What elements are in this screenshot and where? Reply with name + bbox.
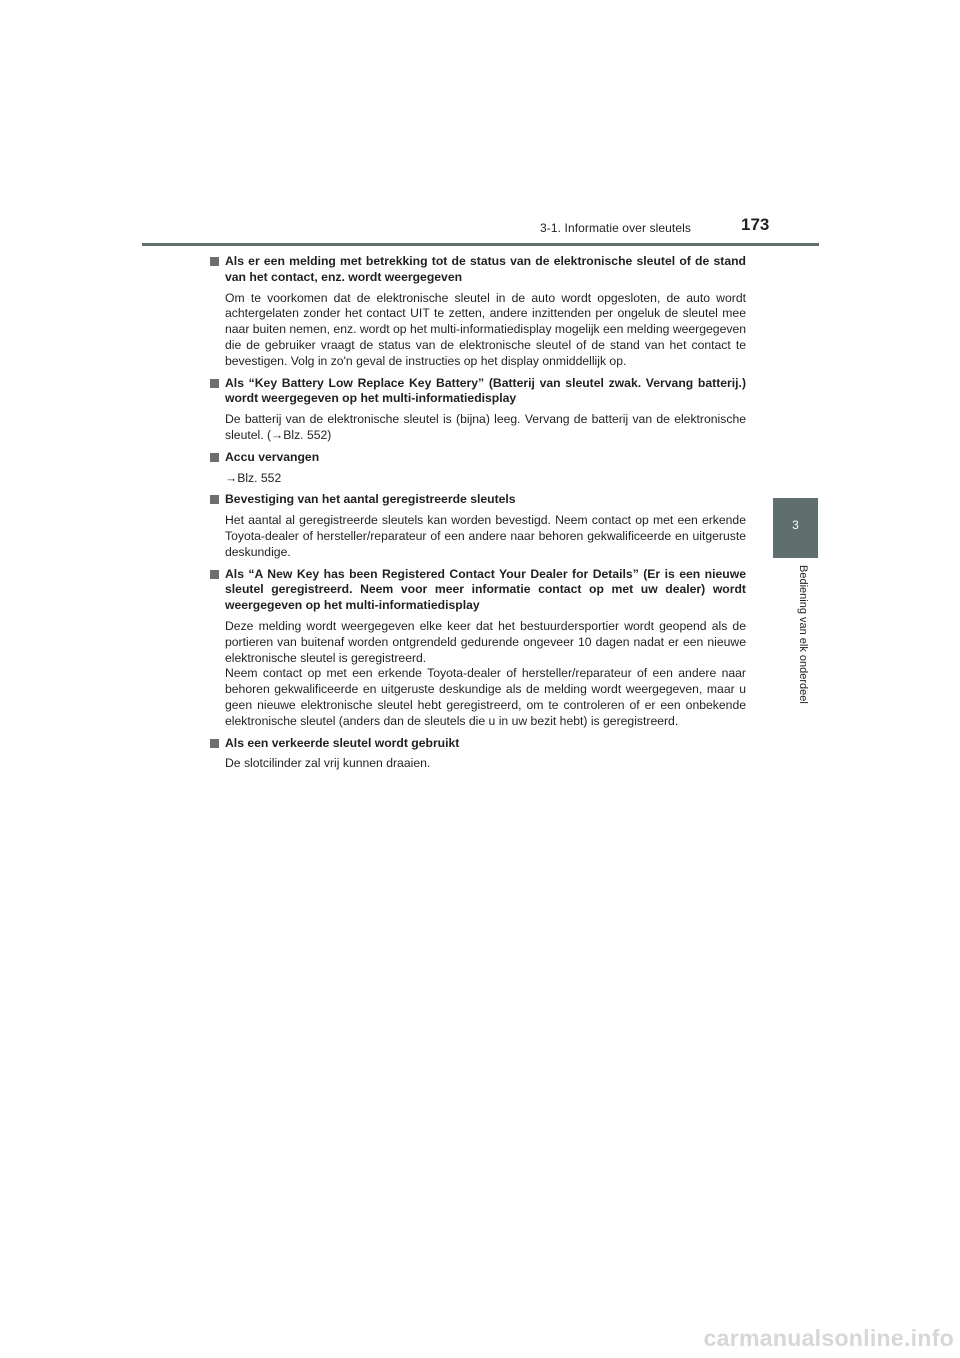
watermark: carmanualsonline.info	[703, 1325, 954, 1351]
item-body	[209, 619, 746, 730]
square-bullet-icon	[210, 495, 219, 504]
square-bullet-icon	[210, 453, 219, 462]
item-title	[209, 254, 746, 286]
item-title-text: Bevestiging van het aantal geregistreerde sleutels	[225, 492, 516, 507]
info-item	[209, 450, 746, 487]
chapter-number: 3	[792, 518, 799, 532]
section-title: 3-1. Informatie over sleutels	[540, 221, 691, 235]
item-body: De slotcilinder zal vrij kunnen draaien.	[225, 756, 431, 771]
item-title	[209, 376, 746, 408]
item-title	[209, 736, 746, 752]
item-title-text: Als een verkeerde sleutel wordt gebruikt	[225, 735, 460, 750]
info-item	[209, 567, 746, 730]
header-divider	[142, 243, 819, 246]
info-item	[209, 254, 746, 370]
item-title	[209, 450, 746, 466]
square-bullet-icon	[210, 570, 219, 579]
page-reference-link[interactable]: →Blz. 552	[225, 470, 282, 485]
square-bullet-icon	[210, 379, 219, 388]
item-title	[209, 567, 746, 614]
item-paragraph: Deze melding wordt weergegeven elke keer dat het bestuurdersportier wordt geopend als de portieren van buitenaf worden ontgrendeld gedurende ongeveer 10 dagen nadat er een nieuwe elektronische sleutel is geregistreerd.	[225, 618, 746, 665]
content-body	[209, 254, 746, 778]
info-item	[209, 736, 746, 773]
item-title-text: Accu vervangen	[225, 449, 320, 464]
item-title-text: Als “Key Battery Low Replace Key Battery” (Batterij van sleutel zwak. Vervang batterij.) wordt weergegeven op het multi-informatiedisplay	[225, 375, 746, 406]
square-bullet-icon	[210, 257, 219, 266]
item-title-text: Als er een melding met betrekking tot de status van de elektronische sleutel of de stand van het contact, enz. wordt weergegeven	[225, 254, 746, 284]
square-bullet-icon	[210, 739, 219, 748]
info-item	[209, 492, 746, 560]
chapter-tab	[773, 498, 818, 558]
item-paragraph: Neem contact op met een erkende Toyota-dealer of hersteller/reparateur of een andere naar behoren gekwalificeerde en uitgeruste deskundige als de melding wordt weergegeven, maar u geen nieuwe elektronische sleutel hebt geregistreerd, om te controleren of er een onbekende elektronische sleutel (anders dan de sleutels die u in uw bezit hebt) is geregistreerd.	[225, 666, 746, 728]
page-number: 173	[741, 215, 770, 234]
item-title-text: Als “A New Key has been Registered Contact Your Dealer for Details” (Er is een nieuwe sleutel geregistreerd. Neem voor meer informatie contact op met uw dealer) wordt weergegeven op het multi-informatiedisplay	[225, 566, 746, 613]
item-body: De batterij van de elektronische sleutel is (bijna) leeg. Vervang de batterij van de elektronische sleutel. (→Blz. 552)	[225, 412, 746, 442]
item-body: Om te voorkomen dat de elektronische sleutel in de auto wordt opgesloten, de auto wordt achtergelaten zonder het contact UIT te zetten, andere inzittenden per ongeluk de sleutel mee naar buiten nemen, enz. wordt op het multi-informatiedisplay mogelijk een melding weergegeven die de gebruiker vraagt de status van de elektronische sleutel of de stand van het contact te bevestigen. Volg in zo'n geval de instructies op het display onmiddellijk op.	[225, 290, 746, 368]
chapter-label: Bediening van elk onderdeel	[797, 565, 809, 704]
item-title	[209, 492, 746, 508]
item-body: Het aantal al geregistreerde sleutels kan worden bevestigd. Neem contact op met een erkende Toyota-dealer of hersteller/reparateur of een andere naar behoren gekwalificeerde en uitgeruste deskundige.	[225, 513, 746, 559]
info-item	[209, 376, 746, 444]
